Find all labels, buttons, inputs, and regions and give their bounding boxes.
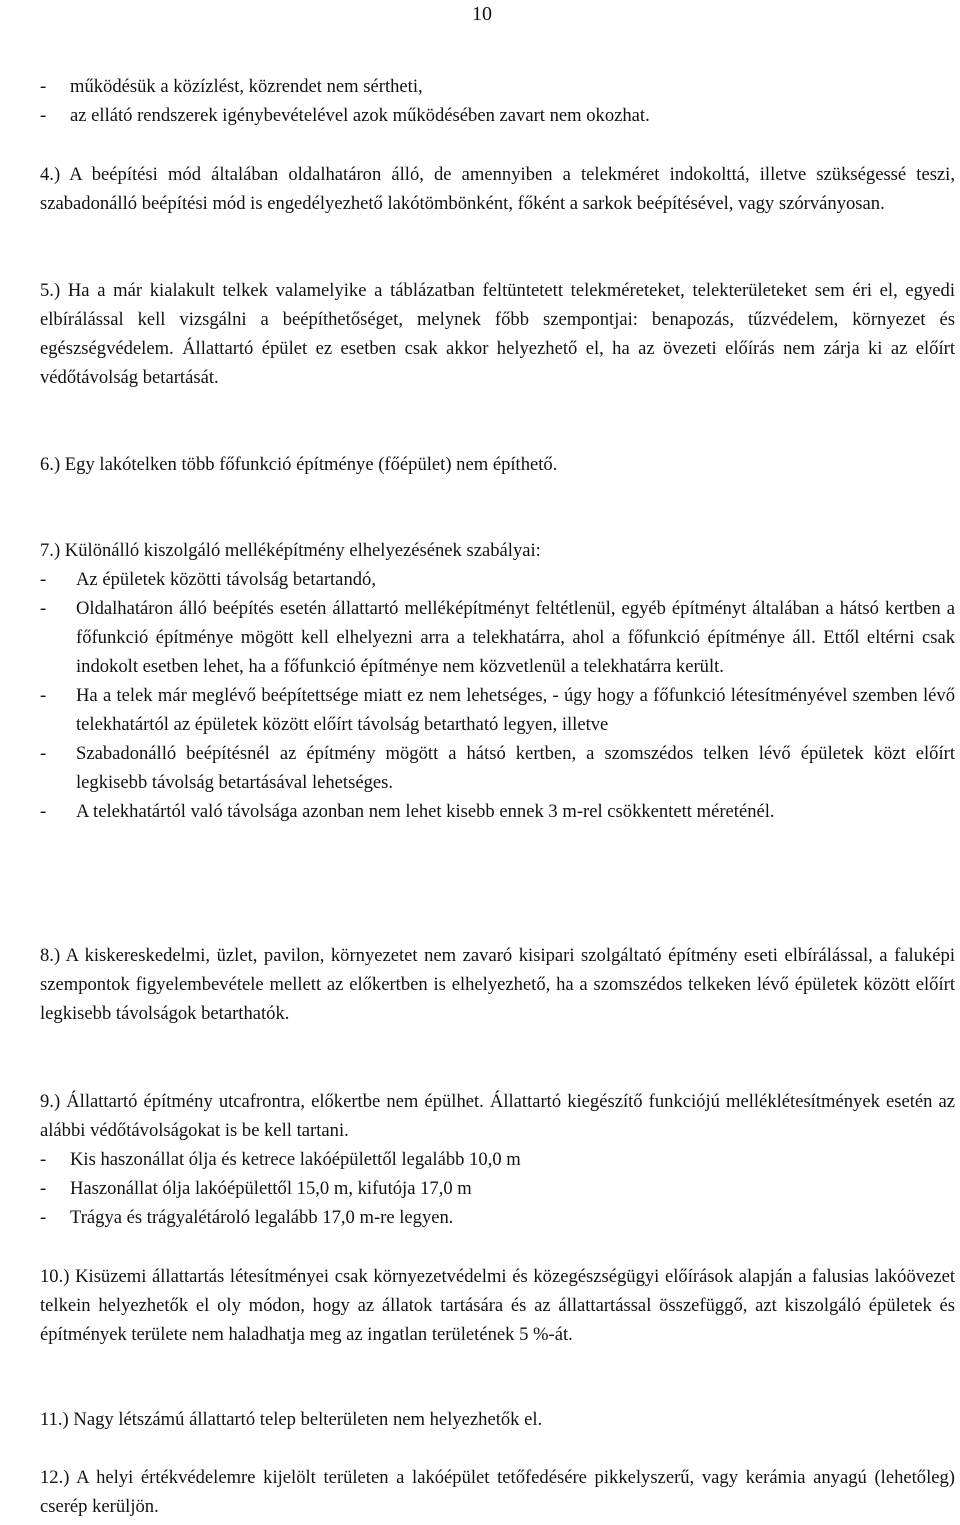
paragraph-10 (40, 1262, 955, 1349)
list-item (40, 1203, 955, 1232)
paragraph-7 (40, 536, 955, 826)
bullet-dash: - (40, 1207, 47, 1228)
paragraph-12 (40, 1463, 955, 1521)
paragraph-text: A helyi értékvédelemre kijelölt területen a lakóépület tetőfedésére pikkelyszerű, vagy kerámia anyagú (lehetőleg) cserép kerüljön. (40, 1467, 955, 1517)
paragraph-5 (40, 276, 955, 392)
paragraph-number: 11.) (40, 1409, 69, 1430)
paragraph-text: Kisüzemi állattartás létesítményei csak környezetvédelmi és közegészségügyi előírások alapján a falusias lakóövezet telkein helyezhetők el oly módon, hogy az állatok tartására és az állattartással összefüggő, azt kiszolgáló épületek és építmények területe nem haladhatja meg az ingatlan területének 5 %-át. (40, 1266, 956, 1345)
paragraph-text: Nagy létszámú állattartó telep belterületen nem helyezhetők el. (73, 1409, 543, 1430)
list-item-text: Trágya és trágyalétároló legalább 17,0 m-re legyen. (70, 1207, 454, 1228)
bullet-dash: - (40, 598, 47, 619)
list-item-text: Az épületek közötti távolság betartandó, (76, 569, 376, 590)
bullet-dash: - (40, 801, 47, 822)
bullet-dash: - (40, 76, 47, 97)
page-number: 10 (472, 3, 492, 25)
list-item (40, 681, 955, 739)
list-item-text: Ha a telek már meglévő beépítettsége miatt ez nem lehetséges, - úgy hogy a főfunkció létesítményével szemben lévő telekhatártól az épületek között előírt távolság betartható legyen, illetve (76, 685, 955, 735)
intro-list (40, 72, 955, 130)
list-item-text: az ellátó rendszerek igénybevételével azok működésében zavart nem okozhat. (70, 105, 650, 126)
paragraph-4 (40, 160, 955, 218)
list-item (40, 72, 955, 101)
paragraph-number: 12.) (40, 1467, 70, 1488)
paragraph-text: Ha a már kialakult telkek valamelyike a táblázatban feltüntetett telekméreteket, telekterületeket sem éri el, egyedi elbírálással kell vizsgálni a beépíthetőséget, melynek főbb szempontjai: benapozás, tűzvédelem, környezet és egészségvédelem. Állattartó épület ez esetben csak akkor helyezhető el, ha az övezeti előírás nem zárja ki az előírt védőtávolság betartását. (40, 280, 955, 388)
list-item-text: Haszonállat ólja lakóépülettől 15,0 m, kifutója 17,0 m (70, 1178, 472, 1199)
list-item (40, 739, 955, 797)
list-item-text: működésük a közízlést, közrendet nem sértheti, (70, 76, 423, 97)
list-item (40, 594, 955, 681)
paragraph-8 (40, 941, 955, 1028)
paragraph-text: Különálló kiszolgáló melléképítmény elhelyezésének szabályai: (64, 540, 541, 561)
list-item-text: A telekhatártól való távolsága azonban nem lehet kisebb ennek 3 m-rel csökkentett méreténél. (76, 801, 775, 822)
bullet-dash: - (40, 743, 47, 764)
list-item (40, 1145, 955, 1174)
paragraph-heading (40, 536, 955, 565)
list-item (40, 1174, 955, 1203)
paragraph-text: A beépítési mód általában oldalhatáron álló, de amennyiben a telekméret indokolttá, illetve szükségessé teszi, szabadonálló beépítési mód is engedélyezhető lakótömbönként, főként a sarkok beépítésével, vagy szórványosan. (40, 164, 955, 214)
paragraph-number: 4.) (40, 164, 61, 185)
list-item (40, 797, 955, 826)
list-item-text: Kis haszonállat ólja és ketrece lakóépülettől legalább 10,0 m (70, 1149, 521, 1170)
paragraph-number: 6.) (40, 454, 61, 475)
list-item-text: Oldalhatáron álló beépítés esetén állattartó melléképítményt feltétlenül, egyéb építményt általában a hátsó kertben a főfunkció építménye mögött kell elhelyezni arra a telekhatárra, ahol a főfunkció építménye áll. Ettől eltérni csak indokolt esetben lehet, ha a főfunkció építménye nem közvetlenül a telekhatárra került. (76, 598, 955, 677)
list-item (40, 101, 955, 130)
bullet-dash: - (40, 1149, 47, 1170)
paragraph-number: 8.) (40, 945, 61, 966)
list-item-text: Szabadonálló beépítésnél az építmény mögött a hátsó kertben, a szomszédos telken lévő épületek közt előírt legkisebb távolság betartásával lehetséges. (76, 743, 955, 793)
paragraph-number: 10.) (40, 1266, 70, 1287)
bullet-dash: - (40, 1178, 47, 1199)
paragraph-text: A kiskereskedelmi, üzlet, pavilon, környezetet nem zavaró kisipari szolgáltató építmény eseti elbírálással, a faluképi szempontok figyelembevétele mellett az előkertben is elhelyezhető, ha a szomszédos telkeken lévő épületek között előírt legkisebb távolságok betarthatók. (40, 945, 956, 1024)
paragraph-text: Egy lakótelken több főfunkció építménye (főépület) nem építhető. (64, 454, 558, 475)
bullet-dash: - (40, 685, 47, 706)
paragraph-number: 7.) (40, 540, 61, 561)
paragraph-9 (40, 1087, 955, 1232)
paragraph-6 (40, 450, 955, 479)
list-item (40, 565, 955, 594)
paragraph-11 (40, 1405, 955, 1434)
paragraph-number: 9.) (40, 1091, 61, 1112)
paragraph-heading (40, 1087, 955, 1145)
paragraph-text: Állattartó építmény utcafrontra, előkertbe nem épülhet. Állattartó kiegészítő funkciójú melléklétesítmények esetén az alábbi védőtávolságokat is be kell tartani. (40, 1091, 955, 1141)
bullet-dash: - (40, 569, 47, 590)
bullet-dash: - (40, 105, 47, 126)
paragraph-number: 5.) (40, 280, 61, 301)
